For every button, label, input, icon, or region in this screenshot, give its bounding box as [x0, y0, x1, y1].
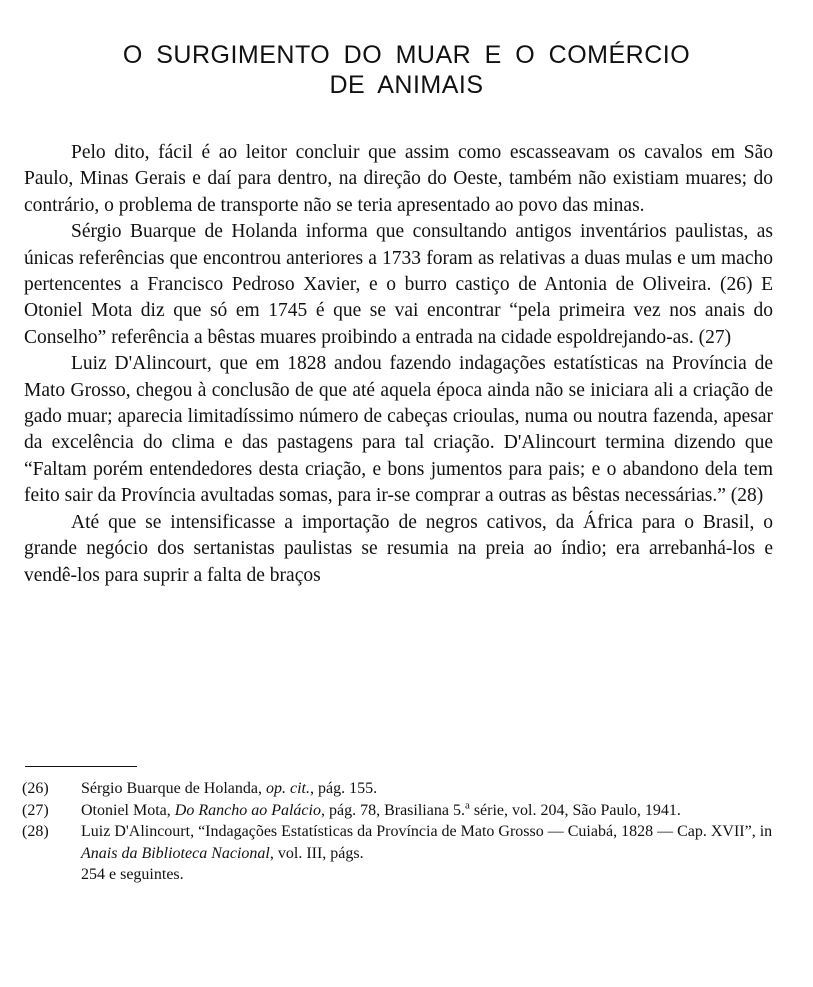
footnote-text [81, 800, 774, 822]
footnote-citation: , pág. 155. [310, 780, 378, 797]
footnote-citation: série, vol. 204, São Paulo, 1941. [469, 801, 681, 819]
footnote-citation: , vol. III, págs. [269, 844, 364, 862]
footnote-number: (26) [22, 780, 49, 797]
paragraph: Pelo dito, fácil é ao leitor concluir que assim como escasseavam os cavalos em São Paulo, Minas Gerais e daí para dentro, na direção do Oeste, também não existiam muares; do contrário, o problema de transporte não se teria apresentado ao povo das minas. [24, 142, 773, 216]
footnote-author: Luiz D'Alincourt, “Indagações Estatísticas da Província de Mato Grosso — Cuiabá, 1828 — Cap. XVII”, in [81, 823, 773, 840]
paragraph: Sérgio Buarque de Holanda informa que consultando antigos inventários paulistas, as únicas referências que encontrou anteriores a 1733 foram as relativas a duas mulas e um macho pertencentes a Francisco Pedroso Xavier, e o burro castiço de Antonia de Oliveira. (26) E Otoniel Mota diz que só em 1745 é que se vai encontrar “pela primeira vez nos anais do Conselho” referência a bêstas muares proibindo a entrada na cidade espoldrejando-as. (27) [24, 221, 773, 348]
footnote-author: Otoniel Mota, [81, 801, 175, 819]
footnote [22, 821, 774, 886]
chapter-title-line-1: O SURGIMENTO DO MUAR E O COMÉRCIO [122, 41, 691, 69]
footnotes [22, 778, 774, 886]
footnote-text [81, 821, 774, 886]
footnote [22, 800, 774, 822]
paragraph: Até que se intensificasse a importação de negros cativos, da África para o Brasil, o grande negócio dos sertanistas paulistas se resumia na preia ao índio; era arrebanhá-los e vendê-los para suprir a falta de braços [24, 511, 773, 586]
footnote-work-title: Anais da Biblioteca Nacional [81, 844, 270, 862]
body-text [24, 140, 773, 589]
footnote-citation: 254 e seguintes. [81, 866, 184, 883]
chapter-title [40, 40, 773, 100]
chapter-title-line-2: DE ANIMAIS [329, 71, 484, 99]
footnote-number: (27) [22, 801, 49, 819]
footnote-ordinal: a [464, 799, 470, 812]
footnote-text [81, 778, 774, 800]
footnote [22, 778, 774, 800]
paragraph: Luiz D'Alincourt, que em 1828 andou fazendo indagações estatísticas na Província de Mato Grosso, chegou à conclusão de que até aquela época ainda não se iniciara ali a criação de gado muar; aparecia limitadíssimo número de cabeças crioulas, numa ou noutra fazenda, apesar da excelência do clima e das pastagens para tal criação. D'Alincourt termina dizendo que “Faltam porém entendedores desta criação, e bons jumentos para pais; e o abandono dela tem feito sair da Província avultadas somas, para ir-se comprar a outras as bêstas necessárias.” (28) [24, 353, 773, 507]
footnote-work-title: Do Rancho ao Palácio [174, 801, 321, 819]
footnote-separator [25, 766, 137, 767]
footnote-number: (28) [22, 823, 49, 840]
footnote-citation: , pág. 78, Brasiliana 5. [320, 801, 465, 819]
footnote-work-title: op. cit. [266, 780, 310, 797]
footnote-author: Sérgio Buarque de Holanda, [81, 780, 266, 797]
